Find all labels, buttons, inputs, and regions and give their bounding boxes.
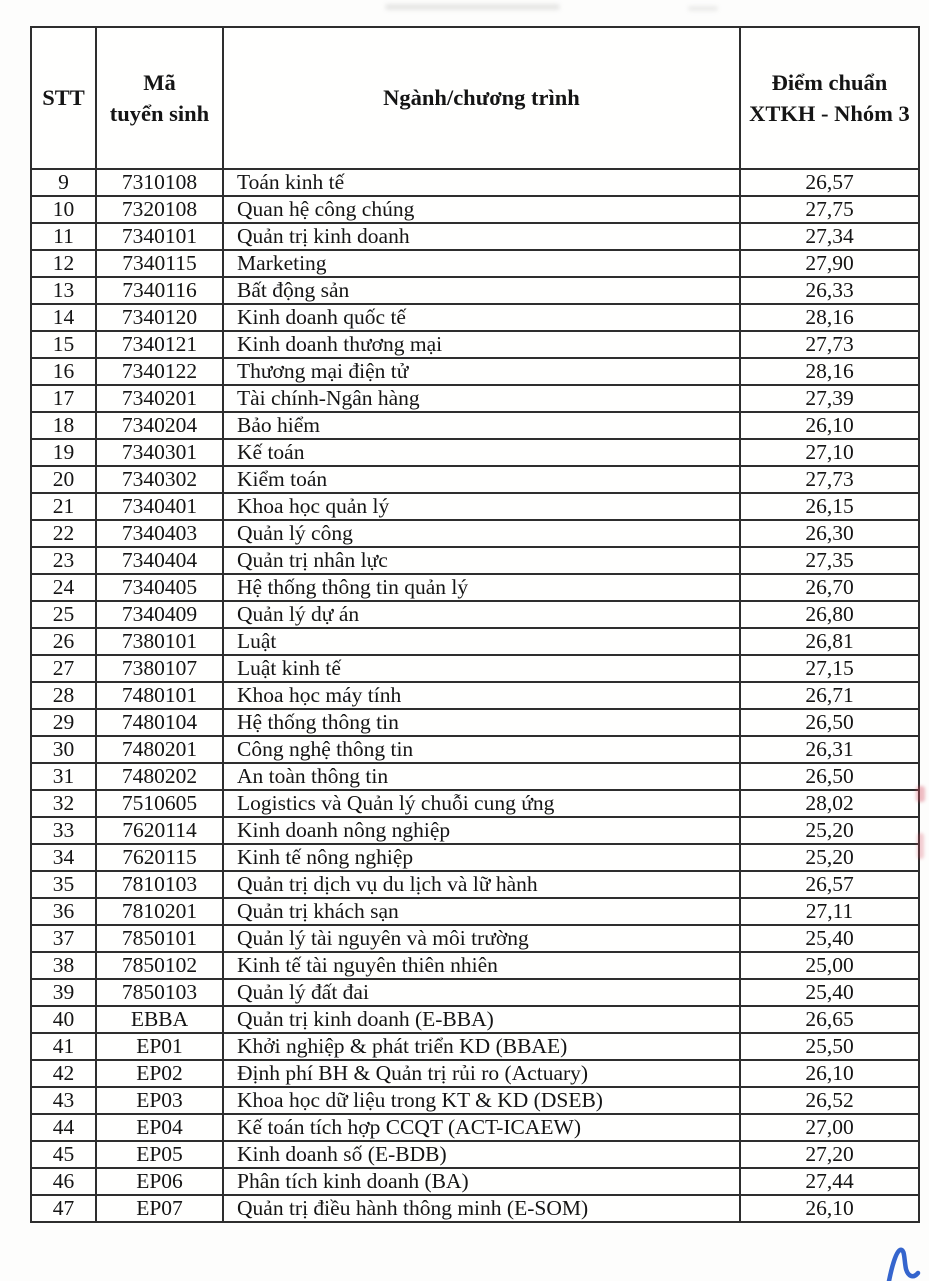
cell-program: An toàn thông tin: [223, 763, 740, 790]
table-row: [31, 466, 919, 493]
col-header-code: [96, 27, 223, 169]
table-body: [31, 169, 919, 1222]
cell-program: Bất động sản: [223, 277, 740, 304]
cell-stt: 32: [31, 790, 96, 817]
cell-program: Quản trị điều hành thông minh (E-SOM): [223, 1195, 740, 1222]
cell-program: Quản lý tài nguyên và môi trường: [223, 925, 740, 952]
header-row: [31, 27, 919, 169]
cell-score: 27,73: [740, 331, 919, 358]
table-row: [31, 358, 919, 385]
cell-program: Luật: [223, 628, 740, 655]
table-row: [31, 493, 919, 520]
cell-code: 7480101: [96, 682, 223, 709]
cell-stt: 29: [31, 709, 96, 736]
cell-code: 7340121: [96, 331, 223, 358]
cell-stt: 30: [31, 736, 96, 763]
cell-program: Kiểm toán: [223, 466, 740, 493]
table-row: [31, 1114, 919, 1141]
cell-code: 7340201: [96, 385, 223, 412]
cell-score: 27,35: [740, 547, 919, 574]
cell-score: 25,20: [740, 817, 919, 844]
cell-program: Quản lý công: [223, 520, 740, 547]
cell-stt: 10: [31, 196, 96, 223]
cell-score: 26,30: [740, 520, 919, 547]
cell-code: 7340116: [96, 277, 223, 304]
table-row: [31, 169, 919, 196]
table-row: [31, 1141, 919, 1168]
cell-program: Tài chính-Ngân hàng: [223, 385, 740, 412]
cell-stt: 25: [31, 601, 96, 628]
table-row: [31, 547, 919, 574]
table-row: [31, 844, 919, 871]
cell-program: Quản trị dịch vụ du lịch và lữ hành: [223, 871, 740, 898]
table-row: [31, 871, 919, 898]
cell-stt: 11: [31, 223, 96, 250]
cell-code: EP04: [96, 1114, 223, 1141]
cell-code: 7340409: [96, 601, 223, 628]
cell-stt: 14: [31, 304, 96, 331]
cell-score: 27,75: [740, 196, 919, 223]
cell-stt: 15: [31, 331, 96, 358]
cell-code: EP05: [96, 1141, 223, 1168]
cell-program: Hệ thống thông tin: [223, 709, 740, 736]
cell-code: 7380107: [96, 655, 223, 682]
table-row: [31, 817, 919, 844]
table-row: [31, 331, 919, 358]
cell-program: Kế toán: [223, 439, 740, 466]
cell-score: 26,33: [740, 277, 919, 304]
col-header-score: [740, 27, 919, 169]
cell-code: 7340302: [96, 466, 223, 493]
cell-code: 7340101: [96, 223, 223, 250]
cell-stt: 41: [31, 1033, 96, 1060]
cell-score: 26,15: [740, 493, 919, 520]
scan-smudge: [385, 4, 560, 10]
table-row: [31, 628, 919, 655]
cell-stt: 12: [31, 250, 96, 277]
cell-program: Quản trị kinh doanh (E-BBA): [223, 1006, 740, 1033]
cell-code: 7850102: [96, 952, 223, 979]
cell-code: 7810201: [96, 898, 223, 925]
table-row: [31, 1195, 919, 1222]
cell-score: 26,80: [740, 601, 919, 628]
cell-score: 26,10: [740, 1060, 919, 1087]
cell-program: Quan hệ công chúng: [223, 196, 740, 223]
cell-program: Toán kinh tế: [223, 169, 740, 196]
cell-score: 27,11: [740, 898, 919, 925]
blue-pen-stroke-mark: [882, 1246, 926, 1281]
cell-score: 25,00: [740, 952, 919, 979]
table-row: [31, 601, 919, 628]
table-row: [31, 520, 919, 547]
table-row: [31, 223, 919, 250]
cell-program: Định phí BH & Quản trị rủi ro (Actuary): [223, 1060, 740, 1087]
table-row: [31, 655, 919, 682]
cell-code: 7480202: [96, 763, 223, 790]
cell-score: 26,57: [740, 871, 919, 898]
table-row: [31, 790, 919, 817]
cell-code: 7620114: [96, 817, 223, 844]
cell-stt: 26: [31, 628, 96, 655]
cell-score: 26,57: [740, 169, 919, 196]
cell-stt: 13: [31, 277, 96, 304]
cell-program: Quản trị nhân lực: [223, 547, 740, 574]
cell-program: Kinh doanh nông nghiệp: [223, 817, 740, 844]
cell-stt: 46: [31, 1168, 96, 1195]
cell-code: EP01: [96, 1033, 223, 1060]
cell-score: 27,39: [740, 385, 919, 412]
cell-code: 7340122: [96, 358, 223, 385]
cell-stt: 21: [31, 493, 96, 520]
cell-score: 26,50: [740, 763, 919, 790]
cell-score: 27,34: [740, 223, 919, 250]
table-row: [31, 574, 919, 601]
cell-code: 7310108: [96, 169, 223, 196]
cell-program: Kế toán tích hợp CCQT (ACT-ICAEW): [223, 1114, 740, 1141]
cell-score: 25,40: [740, 979, 919, 1006]
cell-score: 28,16: [740, 358, 919, 385]
cell-stt: 33: [31, 817, 96, 844]
cell-stt: 16: [31, 358, 96, 385]
cell-stt: 40: [31, 1006, 96, 1033]
col-header-code-line1: Mã: [143, 69, 176, 95]
cell-stt: 42: [31, 1060, 96, 1087]
cell-score: 27,73: [740, 466, 919, 493]
cell-program: Kinh doanh số (E-BDB): [223, 1141, 740, 1168]
cell-score: 26,50: [740, 709, 919, 736]
cell-program: Quản lý đất đai: [223, 979, 740, 1006]
table-row: [31, 196, 919, 223]
cell-score: 26,65: [740, 1006, 919, 1033]
table-row: [31, 412, 919, 439]
cell-stt: 24: [31, 574, 96, 601]
table-row: [31, 925, 919, 952]
col-header-code-line2: tuyển sinh: [109, 101, 210, 126]
cell-score: 26,70: [740, 574, 919, 601]
cell-program: Kinh doanh thương mại: [223, 331, 740, 358]
cell-stt: 43: [31, 1087, 96, 1114]
table-row: [31, 1060, 919, 1087]
cell-stt: 36: [31, 898, 96, 925]
cell-score: 27,10: [740, 439, 919, 466]
table-row: [31, 277, 919, 304]
cell-stt: 18: [31, 412, 96, 439]
cell-code: 7510605: [96, 790, 223, 817]
cell-stt: 35: [31, 871, 96, 898]
cell-stt: 17: [31, 385, 96, 412]
cell-code: 7340405: [96, 574, 223, 601]
cell-program: Kinh doanh quốc tế: [223, 304, 740, 331]
cell-score: 26,81: [740, 628, 919, 655]
cell-code: 7320108: [96, 196, 223, 223]
cell-code: 7340301: [96, 439, 223, 466]
table-row: [31, 898, 919, 925]
table-row: [31, 1087, 919, 1114]
table-row: [31, 1168, 919, 1195]
cell-stt: 31: [31, 763, 96, 790]
col-header-score-line2: XTKH - Nhóm 3: [749, 101, 910, 126]
cell-program: Kinh tế nông nghiệp: [223, 844, 740, 871]
cell-score: 26,31: [740, 736, 919, 763]
cell-code: 7340120: [96, 304, 223, 331]
cell-code: EP07: [96, 1195, 223, 1222]
cell-code: EP06: [96, 1168, 223, 1195]
cell-code: 7850101: [96, 925, 223, 952]
cell-stt: 28: [31, 682, 96, 709]
cell-score: 27,00: [740, 1114, 919, 1141]
cell-program: Quản trị khách sạn: [223, 898, 740, 925]
cell-stt: 20: [31, 466, 96, 493]
cell-stt: 27: [31, 655, 96, 682]
cell-score: 25,40: [740, 925, 919, 952]
cell-score: 27,15: [740, 655, 919, 682]
cell-score: 27,20: [740, 1141, 919, 1168]
cell-program: Quản lý dự án: [223, 601, 740, 628]
red-ink-mark: [916, 786, 925, 802]
cell-program: Bảo hiểm: [223, 412, 740, 439]
cell-code: 7340401: [96, 493, 223, 520]
cell-stt: 44: [31, 1114, 96, 1141]
cell-stt: 9: [31, 169, 96, 196]
cell-stt: 34: [31, 844, 96, 871]
cell-stt: 47: [31, 1195, 96, 1222]
cell-score: 26,10: [740, 412, 919, 439]
cell-score: 28,16: [740, 304, 919, 331]
cell-stt: 39: [31, 979, 96, 1006]
table-row: [31, 250, 919, 277]
cell-code: 7340403: [96, 520, 223, 547]
admission-scores-table: [30, 26, 920, 1223]
cell-code: EP02: [96, 1060, 223, 1087]
cell-stt: 22: [31, 520, 96, 547]
cell-code: 7380101: [96, 628, 223, 655]
cell-stt: 23: [31, 547, 96, 574]
cell-program: Luật kinh tế: [223, 655, 740, 682]
cell-code: 7340404: [96, 547, 223, 574]
cell-program: Công nghệ thông tin: [223, 736, 740, 763]
col-header-program-label: Ngành/chương trình: [383, 85, 580, 111]
cell-code: 7340115: [96, 250, 223, 277]
cell-program: Khoa học quản lý: [223, 493, 740, 520]
cell-score: 26,71: [740, 682, 919, 709]
cell-code: 7480201: [96, 736, 223, 763]
col-header-stt-label: STT: [42, 85, 85, 111]
cell-score: 26,52: [740, 1087, 919, 1114]
table-row: [31, 682, 919, 709]
cell-stt: 19: [31, 439, 96, 466]
table-row: [31, 979, 919, 1006]
table-row: [31, 709, 919, 736]
cell-score: 27,44: [740, 1168, 919, 1195]
cell-code: 7480104: [96, 709, 223, 736]
table-row: [31, 763, 919, 790]
cell-code: EBBA: [96, 1006, 223, 1033]
cell-code: EP03: [96, 1087, 223, 1114]
cell-code: 7340204: [96, 412, 223, 439]
table-row: [31, 1033, 919, 1060]
col-header-stt: [31, 27, 96, 169]
cell-score: 25,20: [740, 844, 919, 871]
table-row: [31, 304, 919, 331]
table-row: [31, 439, 919, 466]
cell-program: Kinh tế tài nguyên thiên nhiên: [223, 952, 740, 979]
cell-code: 7810103: [96, 871, 223, 898]
cell-code: 7850103: [96, 979, 223, 1006]
cell-program: Khởi nghiệp & phát triển KD (BBAE): [223, 1033, 740, 1060]
cell-score: 28,02: [740, 790, 919, 817]
cell-score: 26,10: [740, 1195, 919, 1222]
col-header-score-line1: Điểm chuẩn: [771, 69, 888, 95]
cell-program: Hệ thống thông tin quản lý: [223, 574, 740, 601]
cell-program: Logistics và Quản lý chuỗi cung ứng: [223, 790, 740, 817]
cell-program: Marketing: [223, 250, 740, 277]
cell-program: Thương mại điện tử: [223, 358, 740, 385]
cell-program: Phân tích kinh doanh (BA): [223, 1168, 740, 1195]
table-row: [31, 385, 919, 412]
cell-stt: 45: [31, 1141, 96, 1168]
cell-program: Khoa học máy tính: [223, 682, 740, 709]
table-row: [31, 952, 919, 979]
cell-stt: 37: [31, 925, 96, 952]
cell-score: 25,50: [740, 1033, 919, 1060]
col-header-program: [223, 27, 740, 169]
red-ink-mark: [917, 833, 924, 859]
scan-smudge: [688, 6, 718, 11]
cell-code: 7620115: [96, 844, 223, 871]
cell-program: Khoa học dữ liệu trong KT & KD (DSEB): [223, 1087, 740, 1114]
cell-program: Quản trị kinh doanh: [223, 223, 740, 250]
table-row: [31, 736, 919, 763]
table-row: [31, 1006, 919, 1033]
cell-score: 27,90: [740, 250, 919, 277]
cell-stt: 38: [31, 952, 96, 979]
